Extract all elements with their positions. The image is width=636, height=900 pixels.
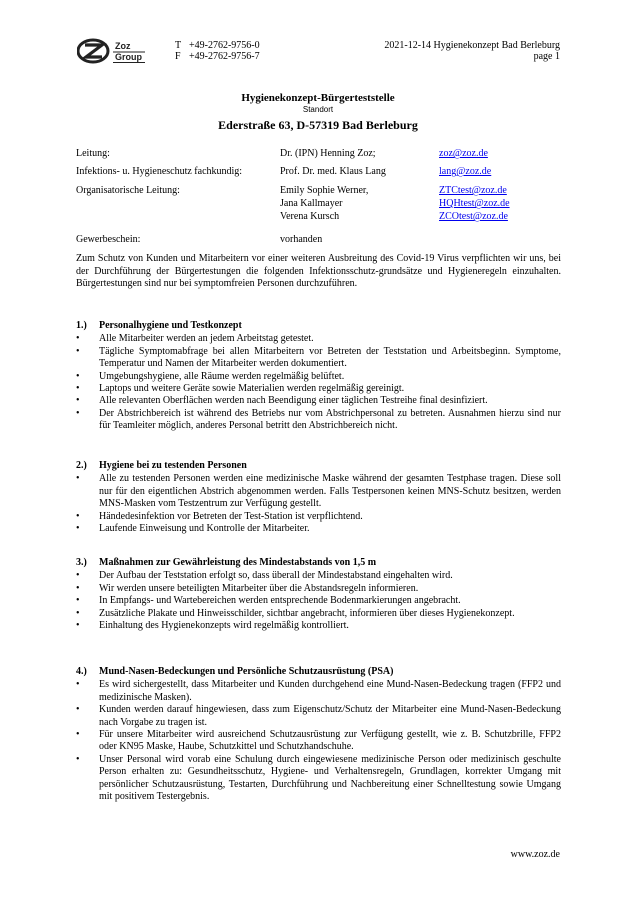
section-hygiene-testpersonen [76,460,561,535]
section-heading [76,666,561,678]
section-number: 1.) [76,320,87,331]
org-email-hqh-link[interactable]: HQHtest@zoz.de [439,198,510,209]
section-title: Mund-Nasen-Bedeckungen und Persönliche Schutzausrüstung (PSA) [99,666,394,677]
org-name-kallmayer: Jana Kallmayer [280,198,343,209]
gewerbeschein-label: Gewerbeschein: [76,234,141,245]
section-heading [76,320,561,332]
section-title: Personalhygiene und Testkonzept [99,320,242,331]
list-item: • Für unsere Mitarbeiter wird ausreichend Schutzausrüstung zur Verfügung gestellt, wie z. B. Schutzbrille, FFP2 oder KN95 Maske, Haube, Schutzkittel und Schutzhandschuhe. [76,729,561,754]
list-item: • Unser Personal wird vorab eine Schulung durch eingewiesene medizinische Person oder medizinisch geschulte Person erhalten zu: Gesundheitsschutz, Hygiene- und Verhaltensregeln, Grundlagen, korrekter Umgang mit persönlicher Schutzausrüstung, Testarten, Durchführung und Nachbereitung einer Schnelltestung sowie Umgang mit positivem Testergebnis. [76,754,561,804]
document-subtitle: Standort [302,105,334,114]
list-item: • Händedesinfektion vor Betreten der Test-Station ist verpflichtend. [76,511,561,523]
leitung-name: Dr. (IPN) Henning Zoz; [280,148,376,159]
doc-reference: 2021-12-14 Hygienekonzept Bad Berleburg [384,40,560,51]
document-title: Hygienekonzept-Bürgerteststelle [241,92,395,104]
section-heading [76,460,561,472]
section-number: 4.) [76,666,87,677]
gewerbeschein-value: vorhanden [280,234,323,245]
list-item: • Es wird sichergestellt, dass Mitarbeiter und Kunden durchgehend eine Mund-Nasen-Bedeckung tragen (FFP2 und medizinische Masken). [76,679,561,704]
zoz-group-logo [77,38,147,64]
phone-number: +49-2762-9756-0 [189,40,260,51]
section-title: Hygiene bei zu testenden Personen [99,460,247,471]
leitung-label: Leitung: [76,148,110,159]
logo-text-group: Group [115,52,142,62]
list-item: • Laufende Einweisung und Kontrolle der Mitarbeiter. [76,523,561,535]
footer-website: www.zoz.de [510,849,560,860]
logo-text-zoz: Zoz [115,41,131,51]
phone-label: T [175,40,182,51]
location-address: Ederstraße 63, D-57319 Bad Berleburg [218,118,418,132]
list-item: • Laptops und weitere Geräte sowie Materialien werden regelmäßig gereinigt. [76,383,561,395]
list-item: • Wir werden unsere beteiligten Mitarbeiter über die Abstandsregeln informieren. [76,583,561,595]
bullet-list [76,473,561,535]
org-email-ztc-link[interactable]: ZTCtest@zoz.de [439,185,507,196]
org-leitung-label: Organisatorische Leitung: [76,185,180,196]
bullet-list [76,679,561,803]
bullet-list [76,570,561,632]
intro-paragraph: Zum Schutz von Kunden und Mitarbeitern vor einer weiteren Ausbreitung des Covid-19 Virus verpflichten wir uns, bei der Durchführung der Bürgertestungen die folgenden Infektionsschutz-grundsätze und Hygieneregeln einzuhalten. Bürgertestungen sind nur bei symptomfreien Personen durchzuführen. [76,253,561,290]
section-heading [76,557,561,569]
list-item: • Tägliche Symptomabfrage bei allen Mitarbeitern vor Betreten der Teststation und Arbeitsbeginn. Symptome, Temperatur und Namen der Mitarbeiter werden dokumentiert. [76,346,561,371]
section-mindestabstand [76,557,561,632]
leitung-email-link[interactable]: zoz@zoz.de [439,148,488,159]
fax-number: +49-2762-9756-7 [189,51,260,62]
hygiene-name: Prof. Dr. med. Klaus Lang [280,166,386,177]
org-email-zco-link[interactable]: ZCOtest@zoz.de [439,211,508,222]
list-item: • Alle zu testenden Personen werden eine medizinische Maske während der gesamten Testphase tragen. Diese soll nur für den eigentlichen Abstrich abgenommen werden. Falls Testpersonen keinen MNS-Schutz besitzen, werden MNS-Masken vom Testzentrum zur Verfügung gestellt. [76,473,561,510]
phone-line [175,40,260,51]
list-item: • Der Aufbau der Teststation erfolgt so, dass überall der Mindestabstand eingehalten wird. [76,570,561,582]
org-name-werner: Emily Sophie Werner, [280,185,369,196]
list-item: • Umgebungshygiene, alle Räume werden regelmäßig belüftet. [76,371,561,383]
fax-line [175,51,260,62]
list-item: • In Empfangs- und Wartebereichen werden entsprechende Bodenmarkierungen angebracht. [76,595,561,607]
list-item: • Der Abstrichbereich ist während des Betriebs nur vom Abstrichpersonal zu betreten. Ausnahmen hierzu sind nur für Teamleiter möglich, anderes Personal betritt den Abstrichbereich nicht. [76,408,561,433]
zoz-logo-icon [77,38,147,64]
page-number: page 1 [533,51,560,62]
section-personalhygiene [76,320,561,433]
section-title: Maßnahmen zur Gewährleistung des Mindestabstands von 1,5 m [99,557,377,568]
org-name-kursch: Verena Kursch [280,211,340,222]
list-item: • Alle Mitarbeiter werden an jedem Arbeitstag getestet. [76,333,561,345]
fax-label: F [175,51,181,62]
list-item: • Kunden werden darauf hingewiesen, dass zum Eigenschutz/Schutz der Mitarbeiter eine Mund-Nasen-Bedeckung nach Vorgabe zu tragen ist. [76,704,561,729]
hygiene-label: Infektions- u. Hygieneschutz fachkundig: [76,166,243,177]
hygiene-email-link[interactable]: lang@zoz.de [439,166,492,177]
section-psa [76,666,561,803]
section-number: 3.) [76,557,87,568]
list-item: • Einhaltung des Hygienekonzepts wird regelmäßig kontrolliert. [76,620,561,632]
section-number: 2.) [76,460,87,471]
list-item: • Zusätzliche Plakate und Hinweisschilder, sichtbar angebracht, informieren über dieses Hygienekonzept. [76,608,561,620]
list-item: • Alle relevanten Oberflächen werden nach Beendigung einer täglichen Testreihe final desinfiziert. [76,395,561,407]
bullet-list [76,333,561,432]
